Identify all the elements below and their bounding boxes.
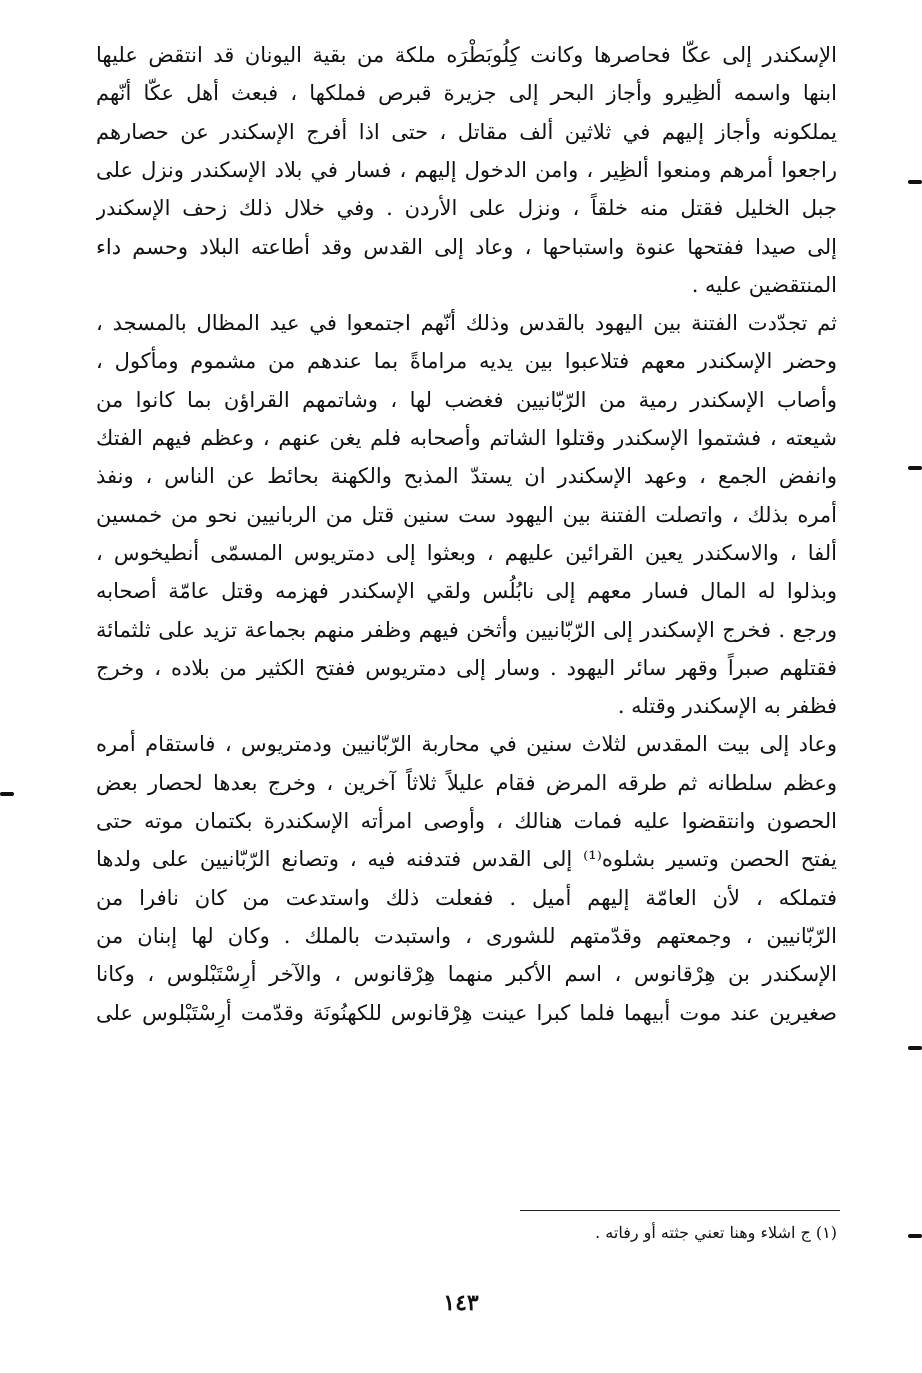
text-line: شيعته ، فشتموا الإسكندر وقتلوا الشاتم وأصحابه فلم يغن عنهم ، وعظم فيهم الفتك (96, 426, 837, 450)
text-line: وانفض الجمع ، وعهد الإسكندر ان يستدّ المذبح والكهنة بحائط عن الناس ، ونفذ (96, 464, 837, 489)
text-line: يفتح الحصن وتسير بشلوه⁽¹⁾ إلى القدس فتدفنه فيه ، وتصانع الرّبّانيين على ولدها (96, 847, 837, 872)
text-line: ألفا ، والاسكندر يعين القرائين عليهم ، وبعثوا إلى دمتريوس المسمّى أنطيخوس ، (96, 540, 837, 565)
text-line: وعظم سلطانه ثم طرقه المرض فقام عليلاً ثلاثاً آخرين ، وخرج بعدها لحصار بعض (96, 770, 837, 795)
text-line: راجعوا أمرهم ومنعوا ألظِير ، وامن الدخول إليهم ، فسار في بلاد الإسكندر ونزل على (96, 157, 837, 182)
text-line: وعاد إلى بيت المقدس لثلاث سنين في محاربة الرّبّانيين ودمتريوس ، فاستقام أمره (96, 732, 837, 757)
scan-edge-mark (908, 1046, 922, 1050)
text-line: إلى صيدا ففتحها عنوة واستباحها ، وعاد إلى القدس وقد أطاعته البلاد وحسم داء (96, 234, 837, 259)
text-line: فقتلهم صبراً وقهر سائر اليهود . وسار إلى دمتريوس ففتح الكثير من بلاده ، وخرج (96, 655, 837, 680)
text-line: الإسكندر بن هِرْقانوس ، اسم الأكبر منهما هِرْقانوس ، والآخر أرِسْتَبْلوس ، وكانا (96, 962, 837, 987)
text-line: ثم تجدّدت الفتنة بين اليهود بالقدس وذلك أنّهم اجتمعوا في عيد المظال بالمسجد ، (96, 311, 837, 336)
footnote-divider (520, 1210, 840, 1211)
scan-edge-mark (908, 1234, 922, 1238)
text-line: أمره بذلك ، واتصلت الفتنة بين اليهود ست سنين قتل من الربانيين نحو من خمسين (96, 502, 837, 527)
text-line: فظفر به الإسكندر وقتله . (617, 694, 837, 719)
text-line: وحضر الإسكندر معهم فتلاعبوا بين يديه مراماةً بما عندهم من مشموم ومأكول ، (96, 349, 837, 374)
text-line: جبل الخليل فقتل منه خلقاً ، ونزل على الأردن . وفي خلال ذلك زحف الإسكندر (96, 196, 837, 221)
text-line: الإسكندر إلى عكّا فحاصرها وكانت كِلُوبَطْرَه ملكة من بقية اليونان قد انتقض عليها (96, 43, 837, 67)
text-line: الرّبّانيين ، وجمعتهم وقدّمتهم للشورى ، واستبدت بالملك . وكان لها إبنان من (96, 923, 837, 948)
text-line: وبذلوا له المال فسار معهم إلى نابُلُس ولقي الإسكندر فهزمه وقتل عامّة أصحابه (96, 579, 837, 604)
text-line: وأصاب الإسكندر رمية من الرّبّانيين فغضب لها ، وشاتمهم القراؤن بما كانوا من (96, 387, 837, 412)
scan-edge-mark (0, 792, 14, 796)
scan-edge-mark (908, 180, 922, 184)
text-line: يملكونه وأجاز إليهم في ثلاثين ألف مقاتل ، حتى اذا أفرج الإسكندر عن حصارهم (96, 119, 837, 144)
scan-edge-mark (908, 466, 922, 470)
text-line: فتملكه ، لأن العامّة إليهم أميل . ففعلت ذلك واستدعت من كان نافرا من (96, 885, 837, 910)
text-line: ورجع . فخرج الإسكندر إلى الرّبّانيين وأثخن فيهم وظفر منهم بجماعة تزيد على ثلثمائة (96, 617, 837, 642)
text-line: صغيرين عند موت أبيهما فلما كبرا عينت هِرْقانوس للكهنُونَة وقدّمت أرِسْتَبْلوس على (96, 1000, 837, 1025)
text-line: ابنها واسمه ألظِيرو وأجاز البحر إلى جزيرة قبرص فملكها ، فبعث أهل عكّا أنّهم (96, 81, 837, 106)
text-line: الحصون وانتقضوا عليه فمات هنالك ، وأوصى امرأته الإسكندرة بكتمان موته حتى (96, 809, 837, 833)
page-number: ١٤٣ (443, 1290, 479, 1316)
footnote: (١) ج اشلاء وهنا تعني جثته أو رفاته . (595, 1223, 837, 1242)
text-line: المنتقضين عليه . (691, 272, 837, 297)
